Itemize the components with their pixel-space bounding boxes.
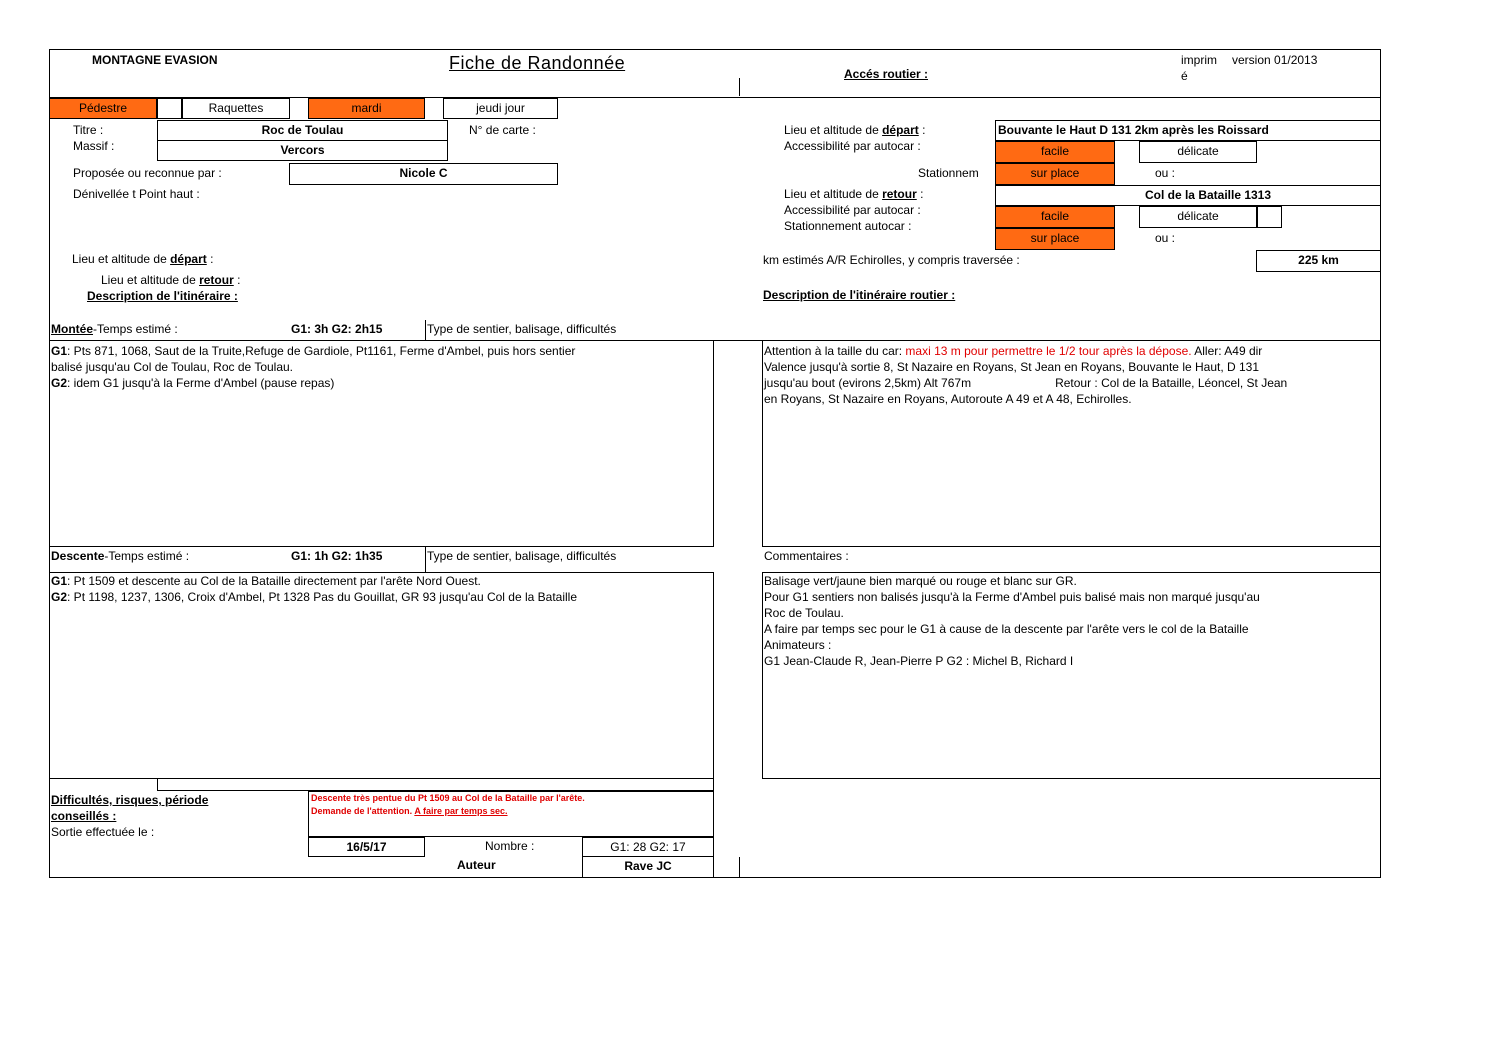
access2-facile[interactable]: facile <box>995 206 1115 228</box>
type-raquettes[interactable]: Raquettes <box>182 98 290 119</box>
commentaires-text <box>764 573 1379 669</box>
type-blank[interactable] <box>157 98 182 119</box>
sortie-date[interactable]: 16/5/17 <box>308 837 425 857</box>
access2-delicate[interactable]: délicate <box>1139 206 1257 228</box>
difficultes-label-1: Difficultés, risques, période <box>51 793 209 807</box>
route-line-3a: jusqu'au bout (evirons 2,5km) Alt 767m <box>764 376 972 390</box>
r-lieu-depart-word: départ <box>882 123 919 137</box>
access1-facile[interactable]: facile <box>995 141 1115 163</box>
route-text <box>764 343 1379 407</box>
nombre-label: Nombre : <box>485 839 535 853</box>
descente-line-2 <box>51 589 711 605</box>
risk-line-1: Descente très pentue du Pt 1509 au Col de la Bataille par l'arête. <box>311 793 585 803</box>
descente-sentier: Type de sentier, balisage, difficultés <box>427 549 617 563</box>
r-lieu-depart-prefix: Lieu et altitude de <box>784 123 883 137</box>
titre-label: Titre : <box>73 123 104 137</box>
lieu-retour-prefix: Lieu et altitude de <box>101 273 200 287</box>
comment-line-4: A faire par temps sec pour le G1 à cause de la descente par l'arête vers le col de la Bataille <box>764 622 1249 636</box>
access1-delicate[interactable]: délicate <box>1139 141 1257 163</box>
lieu-depart-label <box>72 252 213 266</box>
lieu-retour-word: retour <box>199 273 234 287</box>
version-label: version 01/2013 <box>1232 53 1318 67</box>
montee-line-2-text: balisé jusqu'au Col de Toulau, Roc de Toulau. <box>51 360 294 374</box>
r-lieu-retour-prefix: Lieu et altitude de <box>784 187 883 201</box>
massif-label: Massif : <box>73 139 115 153</box>
comment-line-2: Pour G1 sentiers non balisés jusqu'à la Ferme d'Ambel puis balisé mais non marqué jusqu'au <box>764 590 1260 604</box>
route-car-warning: maxi 13 m pour permettre le 1/2 tour après la dépose. <box>905 344 1192 358</box>
r-lieu-depart-value[interactable]: Bouvante le Haut D 131 2km après les Roissard <box>995 120 1381 141</box>
r-lieu-retour-value[interactable]: Col de la Bataille 1313 <box>995 185 1381 206</box>
montee-temps: -Temps estimé : <box>93 322 178 336</box>
imprime-suffix: é <box>1181 69 1188 83</box>
descente-sentier-divider <box>425 547 426 572</box>
montee-line-1 <box>51 343 711 359</box>
montee-title: Montée <box>51 322 93 336</box>
r-lieu-retour-label <box>784 187 923 201</box>
descente-title: Descente <box>51 549 105 563</box>
proposee-value[interactable]: Nicole C <box>289 163 558 185</box>
station1-ou: ou : <box>1155 166 1176 180</box>
stationnement-label: Stationnement autocar : <box>784 219 912 233</box>
montee-line-1-tag: G1 <box>51 344 68 358</box>
description-route-label: Description de l'itinéraire routier : <box>763 288 956 302</box>
type-pedestre[interactable]: Pédestre <box>49 98 157 119</box>
descente-temps: -Temps estimé : <box>104 549 190 563</box>
route-line-1 <box>764 343 1379 359</box>
comment-line-6: G1 Jean-Claude R, Jean-Pierre P G2 : Michel B, Richard I <box>764 654 1074 668</box>
montee-line-3-tag: G2 <box>51 376 68 390</box>
road-access-label: Accés routier : <box>844 67 929 81</box>
r-lieu-depart-suffix: : <box>918 123 926 137</box>
lieu-retour-label <box>101 273 240 287</box>
description-label: Description de l'itinéraire : <box>87 289 238 303</box>
montee-line-3 <box>51 375 711 391</box>
comment-line-1: Balisage vert/jaune bien marqué ou rouge et blanc sur GR. <box>764 574 1077 588</box>
risk-line-2 <box>311 805 508 818</box>
r-lieu-retour-suffix: : <box>916 187 924 201</box>
denivellee-label: Dénivellée t Point haut : <box>73 187 200 201</box>
descente-text <box>51 573 711 605</box>
montee-times: G1: 3h G2: 2h15 <box>291 322 383 336</box>
day-jeudi[interactable]: jeudi jour <box>443 98 558 119</box>
nombre-value[interactable]: G1: 28 G2: 17 <box>582 837 714 857</box>
descente-label <box>51 549 189 563</box>
montee-line-2 <box>51 359 711 375</box>
montee-sentier: Type de sentier, balisage, difficultés <box>427 322 617 336</box>
lieu-depart-prefix: Lieu et altitude de <box>72 252 171 266</box>
commentaires-label: Commentaires : <box>764 549 849 563</box>
stationnem-label: Stationnem <box>918 166 979 180</box>
route-line-4: en Royans, St Nazaire en Royans, Autoroute A 49 et A 48, Echirolles. <box>764 392 1132 406</box>
proposee-label: Proposée ou reconnue par : <box>73 166 222 180</box>
route-line-3 <box>764 375 1379 391</box>
comment-line-3: Roc de Toulau. <box>764 606 844 620</box>
montee-line-1-text: : Pts 871, 1068, Saut de la Truite,Refuge de Gardiole, Pt1161, Ferme d'Ambel, puis hors sentier <box>67 344 576 358</box>
descente-times: G1: 1h G2: 1h35 <box>291 549 383 563</box>
montee-line-3-text: : idem G1 jusqu'à la Ferme d'Ambel (pause repas) <box>67 376 335 390</box>
access1-label: Accessibilité par autocar : <box>784 139 921 153</box>
station2-ou: ou : <box>1155 231 1176 245</box>
footer-divider <box>739 857 740 878</box>
descente-line-1 <box>51 573 711 589</box>
lieu-depart-suffix: : <box>206 252 214 266</box>
descente-line-2-tag: G2 <box>51 590 68 604</box>
massif-value[interactable]: Vercors <box>157 140 448 161</box>
page-title: Fiche de Randonnée <box>449 53 626 73</box>
station1-sur-place[interactable]: sur place <box>995 163 1115 185</box>
descente-line-2-text: : Pt 1198, 1237, 1306, Croix d'Ambel, Pt 1328 Pas du Gouillat, GR 93 jusqu'au Col de la Bataille <box>67 590 578 604</box>
descente-line-1-text: : Pt 1509 et descente au Col de la Bataille directement par l'arête Nord Ouest. <box>67 574 481 588</box>
auteur-label: Auteur <box>457 858 496 872</box>
lieu-retour-suffix: : <box>233 273 241 287</box>
km-label: km estimés A/R Echirolles, y compris traversée : <box>763 253 1020 267</box>
comment-line-5: Animateurs : <box>764 638 832 652</box>
day-mardi[interactable]: mardi <box>308 98 425 119</box>
route-line-3b: Retour : Col de la Bataille, Léoncel, St Jean <box>1055 376 1288 390</box>
footer-small-cell <box>157 778 714 791</box>
montee-text <box>51 343 711 391</box>
difficultes-label-2: conseillés : <box>51 809 117 823</box>
route-line-1b: Aller: A49 dir <box>1191 344 1263 358</box>
risk-line-2a: Demande de l'attention. <box>311 806 415 816</box>
sortie-label: Sortie effectuée le : <box>51 825 155 839</box>
carte-label: N° de carte : <box>469 123 536 137</box>
org-name: MONTAGNE EVASION <box>92 53 218 67</box>
station2-sur-place[interactable]: sur place <box>995 228 1115 250</box>
titre-value[interactable]: Roc de Toulau <box>157 120 448 141</box>
route-line-1a: Attention à la taille du car: <box>764 344 906 358</box>
r-lieu-retour-word: retour <box>882 187 917 201</box>
km-value[interactable]: 225 km <box>1256 250 1381 272</box>
lieu-depart-word: départ <box>170 252 207 266</box>
imprime-label: imprim <box>1181 53 1217 67</box>
descente-line-1-tag: G1 <box>51 574 68 588</box>
access2-label: Accessibilité par autocar : <box>784 203 921 217</box>
montee-label <box>51 322 178 336</box>
access2-blank[interactable] <box>1257 206 1282 228</box>
montee-sentier-divider <box>425 320 426 340</box>
risk-line-2b: A faire par temps sec. <box>414 806 508 816</box>
auteur-value[interactable]: Rave JC <box>582 857 714 878</box>
header-divider <box>739 78 740 96</box>
route-line-2: Valence jusqu'à sortie 8, St Nazaire en Royans, St Jean en Royans, Bouvante le Haut, D 131 <box>764 360 1260 374</box>
r-lieu-depart-label <box>784 123 925 137</box>
